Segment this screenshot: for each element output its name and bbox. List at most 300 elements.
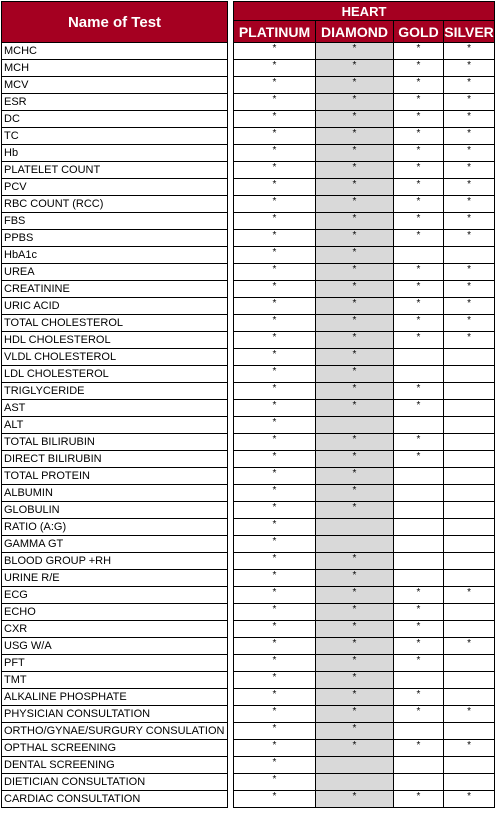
platinum-mark: * bbox=[272, 706, 277, 717]
gold-cell bbox=[394, 740, 444, 757]
silver-cell bbox=[444, 162, 495, 179]
diamond-cell bbox=[316, 536, 394, 553]
diamond-mark: * bbox=[352, 230, 357, 241]
silver-mark: * bbox=[467, 196, 471, 207]
diamond-cell bbox=[316, 349, 394, 366]
gold-mark: * bbox=[416, 281, 421, 292]
platinum-cell bbox=[234, 213, 316, 230]
platinum-mark: * bbox=[272, 213, 277, 224]
silver-mark: * bbox=[467, 298, 471, 309]
test-name-cell: GLOBULIN bbox=[2, 502, 228, 519]
table-row bbox=[2, 179, 495, 196]
diamond-mark: * bbox=[352, 196, 357, 207]
diamond-mark: * bbox=[352, 383, 357, 394]
platinum-mark: * bbox=[272, 43, 277, 54]
test-name-cell: FBS bbox=[2, 213, 228, 230]
platinum-mark: * bbox=[272, 689, 277, 700]
gold-cell bbox=[394, 655, 444, 672]
table-row bbox=[2, 43, 495, 60]
silver-cell bbox=[444, 621, 495, 638]
platinum-mark: * bbox=[272, 638, 277, 649]
platinum-mark: * bbox=[272, 162, 277, 173]
gold-cell bbox=[394, 536, 444, 553]
table-row bbox=[2, 111, 495, 128]
diamond-mark: * bbox=[352, 145, 357, 156]
platinum-mark: * bbox=[272, 740, 277, 751]
diamond-mark: * bbox=[352, 553, 357, 564]
table-row bbox=[2, 536, 495, 553]
gold-cell bbox=[394, 553, 444, 570]
platinum-mark: * bbox=[272, 247, 277, 258]
gold-mark: * bbox=[416, 604, 421, 615]
diamond-cell bbox=[316, 774, 394, 791]
silver-cell bbox=[444, 757, 495, 774]
diamond-mark: * bbox=[352, 111, 357, 122]
diamond-cell bbox=[316, 77, 394, 94]
gold-cell bbox=[394, 621, 444, 638]
gold-cell bbox=[394, 298, 444, 315]
platinum-cell bbox=[234, 468, 316, 485]
table-row bbox=[2, 128, 495, 145]
silver-mark: * bbox=[467, 162, 471, 173]
diamond-mark: * bbox=[352, 740, 357, 751]
silver-mark: * bbox=[467, 179, 471, 190]
test-name-cell: USG W/A bbox=[2, 638, 228, 655]
platinum-mark: * bbox=[272, 451, 277, 462]
diamond-cell bbox=[316, 604, 394, 621]
gold-cell bbox=[394, 774, 444, 791]
table-row bbox=[2, 621, 495, 638]
gold-mark: * bbox=[416, 638, 421, 649]
test-name-cell: PHYSICIAN CONSULTATION bbox=[2, 706, 228, 723]
diamond-cell bbox=[316, 502, 394, 519]
silver-cell bbox=[444, 553, 495, 570]
test-name-cell: URINE R/E bbox=[2, 570, 228, 587]
test-name-cell: RATIO (A:G) bbox=[2, 519, 228, 536]
table-row bbox=[2, 519, 495, 536]
test-name-cell: RBC COUNT (RCC) bbox=[2, 196, 228, 213]
diamond-mark: * bbox=[352, 332, 357, 343]
test-name-cell: HbA1c bbox=[2, 247, 228, 264]
test-name-cell: HDL CHOLESTEROL bbox=[2, 332, 228, 349]
gold-mark: * bbox=[416, 451, 421, 462]
platinum-mark: * bbox=[272, 723, 277, 734]
test-name-cell: TOTAL CHOLESTEROL bbox=[2, 315, 228, 332]
test-name-cell: ALT bbox=[2, 417, 228, 434]
diamond-cell bbox=[316, 230, 394, 247]
silver-cell bbox=[444, 128, 495, 145]
diamond-cell bbox=[316, 553, 394, 570]
diamond-mark: * bbox=[352, 128, 357, 139]
silver-cell bbox=[444, 264, 495, 281]
platinum-mark: * bbox=[272, 536, 277, 547]
silver-cell bbox=[444, 315, 495, 332]
silver-cell bbox=[444, 791, 495, 808]
silver-cell bbox=[444, 604, 495, 621]
table-row bbox=[2, 451, 495, 468]
gold-mark: * bbox=[416, 689, 421, 700]
diamond-cell bbox=[316, 468, 394, 485]
diamond-cell bbox=[316, 94, 394, 111]
platinum-mark: * bbox=[272, 264, 277, 275]
gold-mark: * bbox=[416, 332, 421, 343]
gold-mark: * bbox=[416, 128, 421, 139]
platinum-mark: * bbox=[272, 485, 277, 496]
table-row bbox=[2, 672, 495, 689]
gold-cell bbox=[394, 604, 444, 621]
silver-cell bbox=[444, 451, 495, 468]
platinum-mark: * bbox=[272, 502, 277, 513]
platinum-cell bbox=[234, 349, 316, 366]
silver-cell bbox=[444, 77, 495, 94]
gold-cell bbox=[394, 519, 444, 536]
table-row bbox=[2, 196, 495, 213]
diamond-mark: * bbox=[352, 298, 357, 309]
diamond-mark: * bbox=[352, 162, 357, 173]
gold-mark: * bbox=[416, 60, 421, 71]
table-row bbox=[2, 723, 495, 740]
platinum-cell bbox=[234, 451, 316, 468]
table-row bbox=[2, 162, 495, 179]
test-name-cell: ORTHO/GYNAE/SURGURY CONSULATION bbox=[2, 723, 228, 740]
test-name-cell: UREA bbox=[2, 264, 228, 281]
silver-cell bbox=[444, 247, 495, 264]
table-row bbox=[2, 604, 495, 621]
table-row bbox=[2, 791, 495, 808]
table-row bbox=[2, 298, 495, 315]
table-row bbox=[2, 434, 495, 451]
silver-cell bbox=[444, 417, 495, 434]
platinum-cell bbox=[234, 43, 316, 60]
table-row bbox=[2, 366, 495, 383]
silver-mark: * bbox=[467, 264, 471, 275]
gold-cell bbox=[394, 145, 444, 162]
table-row bbox=[2, 757, 495, 774]
platinum-cell bbox=[234, 315, 316, 332]
platinum-mark: * bbox=[272, 604, 277, 615]
diamond-mark: * bbox=[352, 315, 357, 326]
diamond-mark: * bbox=[352, 468, 357, 479]
gold-cell bbox=[394, 264, 444, 281]
diamond-cell bbox=[316, 264, 394, 281]
silver-cell bbox=[444, 638, 495, 655]
gold-mark: * bbox=[416, 230, 421, 241]
diamond-mark: * bbox=[352, 570, 357, 581]
gold-cell bbox=[394, 689, 444, 706]
diamond-mark: * bbox=[352, 247, 357, 258]
table-row bbox=[2, 349, 495, 366]
silver-cell bbox=[444, 383, 495, 400]
test-name-cell: Hb bbox=[2, 145, 228, 162]
test-name-cell: OPTHAL SCREENING bbox=[2, 740, 228, 757]
diamond-mark: * bbox=[352, 502, 357, 513]
diamond-mark: * bbox=[352, 264, 357, 275]
table-row bbox=[2, 247, 495, 264]
platinum-mark: * bbox=[272, 774, 277, 785]
gold-mark: * bbox=[416, 587, 421, 598]
platinum-cell bbox=[234, 604, 316, 621]
platinum-cell bbox=[234, 502, 316, 519]
table-row bbox=[2, 570, 495, 587]
test-name-cell: TOTAL PROTEIN bbox=[2, 468, 228, 485]
gold-cell bbox=[394, 111, 444, 128]
test-name-cell: ALKALINE PHOSPHATE bbox=[2, 689, 228, 706]
gold-cell bbox=[394, 383, 444, 400]
silver-mark: * bbox=[467, 587, 471, 598]
diamond-cell bbox=[316, 570, 394, 587]
silver-mark: * bbox=[467, 145, 471, 156]
test-name-cell: TC bbox=[2, 128, 228, 145]
diamond-cell bbox=[316, 383, 394, 400]
table-row bbox=[2, 400, 495, 417]
platinum-mark: * bbox=[272, 366, 277, 377]
diamond-cell bbox=[316, 519, 394, 536]
platinum-cell bbox=[234, 706, 316, 723]
gold-cell bbox=[394, 196, 444, 213]
diamond-cell bbox=[316, 723, 394, 740]
platinum-header: PLATINUM bbox=[234, 21, 316, 43]
test-name-cell: LDL CHOLESTEROL bbox=[2, 366, 228, 383]
gold-mark: * bbox=[416, 791, 421, 802]
platinum-cell bbox=[234, 162, 316, 179]
gold-cell bbox=[394, 43, 444, 60]
test-name-cell: BLOOD GROUP +RH bbox=[2, 553, 228, 570]
diamond-cell bbox=[316, 332, 394, 349]
silver-cell bbox=[444, 502, 495, 519]
test-name-cell: DC bbox=[2, 111, 228, 128]
diamond-mark: * bbox=[352, 451, 357, 462]
platinum-cell bbox=[234, 417, 316, 434]
diamond-mark: * bbox=[352, 366, 357, 377]
table-row bbox=[2, 383, 495, 400]
platinum-cell bbox=[234, 400, 316, 417]
platinum-mark: * bbox=[272, 434, 277, 445]
platinum-cell bbox=[234, 655, 316, 672]
diamond-cell bbox=[316, 740, 394, 757]
gold-mark: * bbox=[416, 383, 421, 394]
test-name-cell: TOTAL BILIRUBIN bbox=[2, 434, 228, 451]
gold-mark: * bbox=[416, 315, 421, 326]
silver-cell bbox=[444, 689, 495, 706]
silver-cell bbox=[444, 655, 495, 672]
diamond-mark: * bbox=[352, 672, 357, 683]
table-row bbox=[2, 706, 495, 723]
diamond-cell bbox=[316, 111, 394, 128]
diamond-mark: * bbox=[352, 621, 357, 632]
table-row bbox=[2, 417, 495, 434]
diamond-cell bbox=[316, 638, 394, 655]
test-name-cell: AST bbox=[2, 400, 228, 417]
test-name-cell: PPBS bbox=[2, 230, 228, 247]
test-name-cell: PFT bbox=[2, 655, 228, 672]
silver-cell bbox=[444, 536, 495, 553]
diamond-cell bbox=[316, 417, 394, 434]
platinum-mark: * bbox=[272, 298, 277, 309]
platinum-cell bbox=[234, 111, 316, 128]
gold-mark: * bbox=[416, 298, 421, 309]
diamond-cell bbox=[316, 128, 394, 145]
silver-mark: * bbox=[467, 791, 471, 802]
platinum-cell bbox=[234, 434, 316, 451]
table-row bbox=[2, 230, 495, 247]
diamond-cell bbox=[316, 247, 394, 264]
table-row bbox=[2, 689, 495, 706]
gold-cell bbox=[394, 485, 444, 502]
silver-cell bbox=[444, 111, 495, 128]
gold-mark: * bbox=[416, 213, 421, 224]
gold-cell bbox=[394, 706, 444, 723]
platinum-mark: * bbox=[272, 672, 277, 683]
gold-cell bbox=[394, 791, 444, 808]
platinum-mark: * bbox=[272, 553, 277, 564]
gold-cell bbox=[394, 230, 444, 247]
test-name-cell: ECHO bbox=[2, 604, 228, 621]
gold-cell bbox=[394, 332, 444, 349]
table-row bbox=[2, 502, 495, 519]
diamond-cell bbox=[316, 213, 394, 230]
test-name-cell: ESR bbox=[2, 94, 228, 111]
platinum-cell bbox=[234, 77, 316, 94]
test-name-cell: MCV bbox=[2, 77, 228, 94]
platinum-cell bbox=[234, 179, 316, 196]
silver-cell bbox=[444, 230, 495, 247]
platinum-mark: * bbox=[272, 179, 277, 190]
test-name-cell: URIC ACID bbox=[2, 298, 228, 315]
platinum-cell bbox=[234, 60, 316, 77]
silver-mark: * bbox=[467, 230, 471, 241]
gold-cell bbox=[394, 60, 444, 77]
platinum-cell bbox=[234, 264, 316, 281]
test-name-cell: GAMMA GT bbox=[2, 536, 228, 553]
gold-mark: * bbox=[416, 740, 421, 751]
silver-cell bbox=[444, 281, 495, 298]
diamond-cell bbox=[316, 60, 394, 77]
silver-cell bbox=[444, 587, 495, 604]
table-row bbox=[2, 485, 495, 502]
platinum-cell bbox=[234, 536, 316, 553]
gold-cell bbox=[394, 281, 444, 298]
silver-cell bbox=[444, 196, 495, 213]
gold-cell bbox=[394, 417, 444, 434]
diamond-cell bbox=[316, 587, 394, 604]
gold-mark: * bbox=[416, 434, 421, 445]
diamond-mark: * bbox=[352, 587, 357, 598]
diamond-mark: * bbox=[352, 604, 357, 615]
gold-mark: * bbox=[416, 400, 421, 411]
table-row bbox=[2, 553, 495, 570]
silver-cell bbox=[444, 485, 495, 502]
table-row bbox=[2, 774, 495, 791]
gold-cell bbox=[394, 128, 444, 145]
diamond-mark: * bbox=[352, 179, 357, 190]
test-name-cell: DIETICIAN CONSULTATION bbox=[2, 774, 228, 791]
gold-mark: * bbox=[416, 706, 421, 717]
silver-cell bbox=[444, 43, 495, 60]
silver-mark: * bbox=[467, 281, 471, 292]
gold-mark: * bbox=[416, 264, 421, 275]
test-name-cell: CARDIAC CONSULTATION bbox=[2, 791, 228, 808]
test-name-cell: VLDL CHOLESTEROL bbox=[2, 349, 228, 366]
diamond-header: DIAMOND bbox=[316, 21, 394, 43]
silver-mark: * bbox=[467, 332, 471, 343]
test-name-cell: CXR bbox=[2, 621, 228, 638]
table-row bbox=[2, 145, 495, 162]
platinum-cell bbox=[234, 196, 316, 213]
silver-mark: * bbox=[467, 60, 471, 71]
diamond-cell bbox=[316, 298, 394, 315]
platinum-cell bbox=[234, 740, 316, 757]
diamond-mark: * bbox=[352, 791, 357, 802]
table-row bbox=[2, 213, 495, 230]
diamond-cell bbox=[316, 281, 394, 298]
platinum-cell bbox=[234, 281, 316, 298]
platinum-mark: * bbox=[272, 383, 277, 394]
gold-mark: * bbox=[416, 94, 421, 105]
silver-cell bbox=[444, 672, 495, 689]
diamond-cell bbox=[316, 145, 394, 162]
silver-cell bbox=[444, 366, 495, 383]
gold-cell bbox=[394, 757, 444, 774]
silver-mark: * bbox=[467, 128, 471, 139]
gold-mark: * bbox=[416, 655, 421, 666]
diamond-mark: * bbox=[352, 281, 357, 292]
diamond-cell bbox=[316, 400, 394, 417]
test-name-cell: ALBUMIN bbox=[2, 485, 228, 502]
diamond-cell bbox=[316, 485, 394, 502]
test-name-cell: DENTAL SCREENING bbox=[2, 757, 228, 774]
silver-cell bbox=[444, 434, 495, 451]
gold-cell bbox=[394, 672, 444, 689]
gold-cell bbox=[394, 315, 444, 332]
platinum-mark: * bbox=[272, 281, 277, 292]
test-name-cell: PCV bbox=[2, 179, 228, 196]
platinum-mark: * bbox=[272, 587, 277, 598]
silver-mark: * bbox=[467, 94, 471, 105]
platinum-cell bbox=[234, 519, 316, 536]
gold-mark: * bbox=[416, 162, 421, 173]
diamond-mark: * bbox=[352, 485, 357, 496]
platinum-mark: * bbox=[272, 570, 277, 581]
gold-cell bbox=[394, 587, 444, 604]
gold-cell bbox=[394, 366, 444, 383]
test-rows bbox=[2, 43, 495, 808]
silver-cell bbox=[444, 774, 495, 791]
silver-cell bbox=[444, 179, 495, 196]
test-name-cell: CREATININE bbox=[2, 281, 228, 298]
diamond-mark: * bbox=[352, 689, 357, 700]
gold-cell bbox=[394, 349, 444, 366]
test-name-cell: MCH bbox=[2, 60, 228, 77]
diamond-cell bbox=[316, 434, 394, 451]
silver-mark: * bbox=[467, 43, 471, 54]
platinum-cell bbox=[234, 128, 316, 145]
table-row bbox=[2, 587, 495, 604]
platinum-mark: * bbox=[272, 315, 277, 326]
platinum-cell bbox=[234, 587, 316, 604]
silver-mark: * bbox=[467, 111, 471, 122]
gold-cell bbox=[394, 77, 444, 94]
table-row bbox=[2, 264, 495, 281]
silver-mark: * bbox=[467, 315, 471, 326]
diamond-mark: * bbox=[352, 706, 357, 717]
diamond-mark: * bbox=[352, 723, 357, 734]
test-name-cell: TMT bbox=[2, 672, 228, 689]
gold-header: GOLD bbox=[394, 21, 444, 43]
platinum-cell bbox=[234, 757, 316, 774]
platinum-cell bbox=[234, 689, 316, 706]
diamond-mark: * bbox=[352, 94, 357, 105]
gold-cell bbox=[394, 179, 444, 196]
